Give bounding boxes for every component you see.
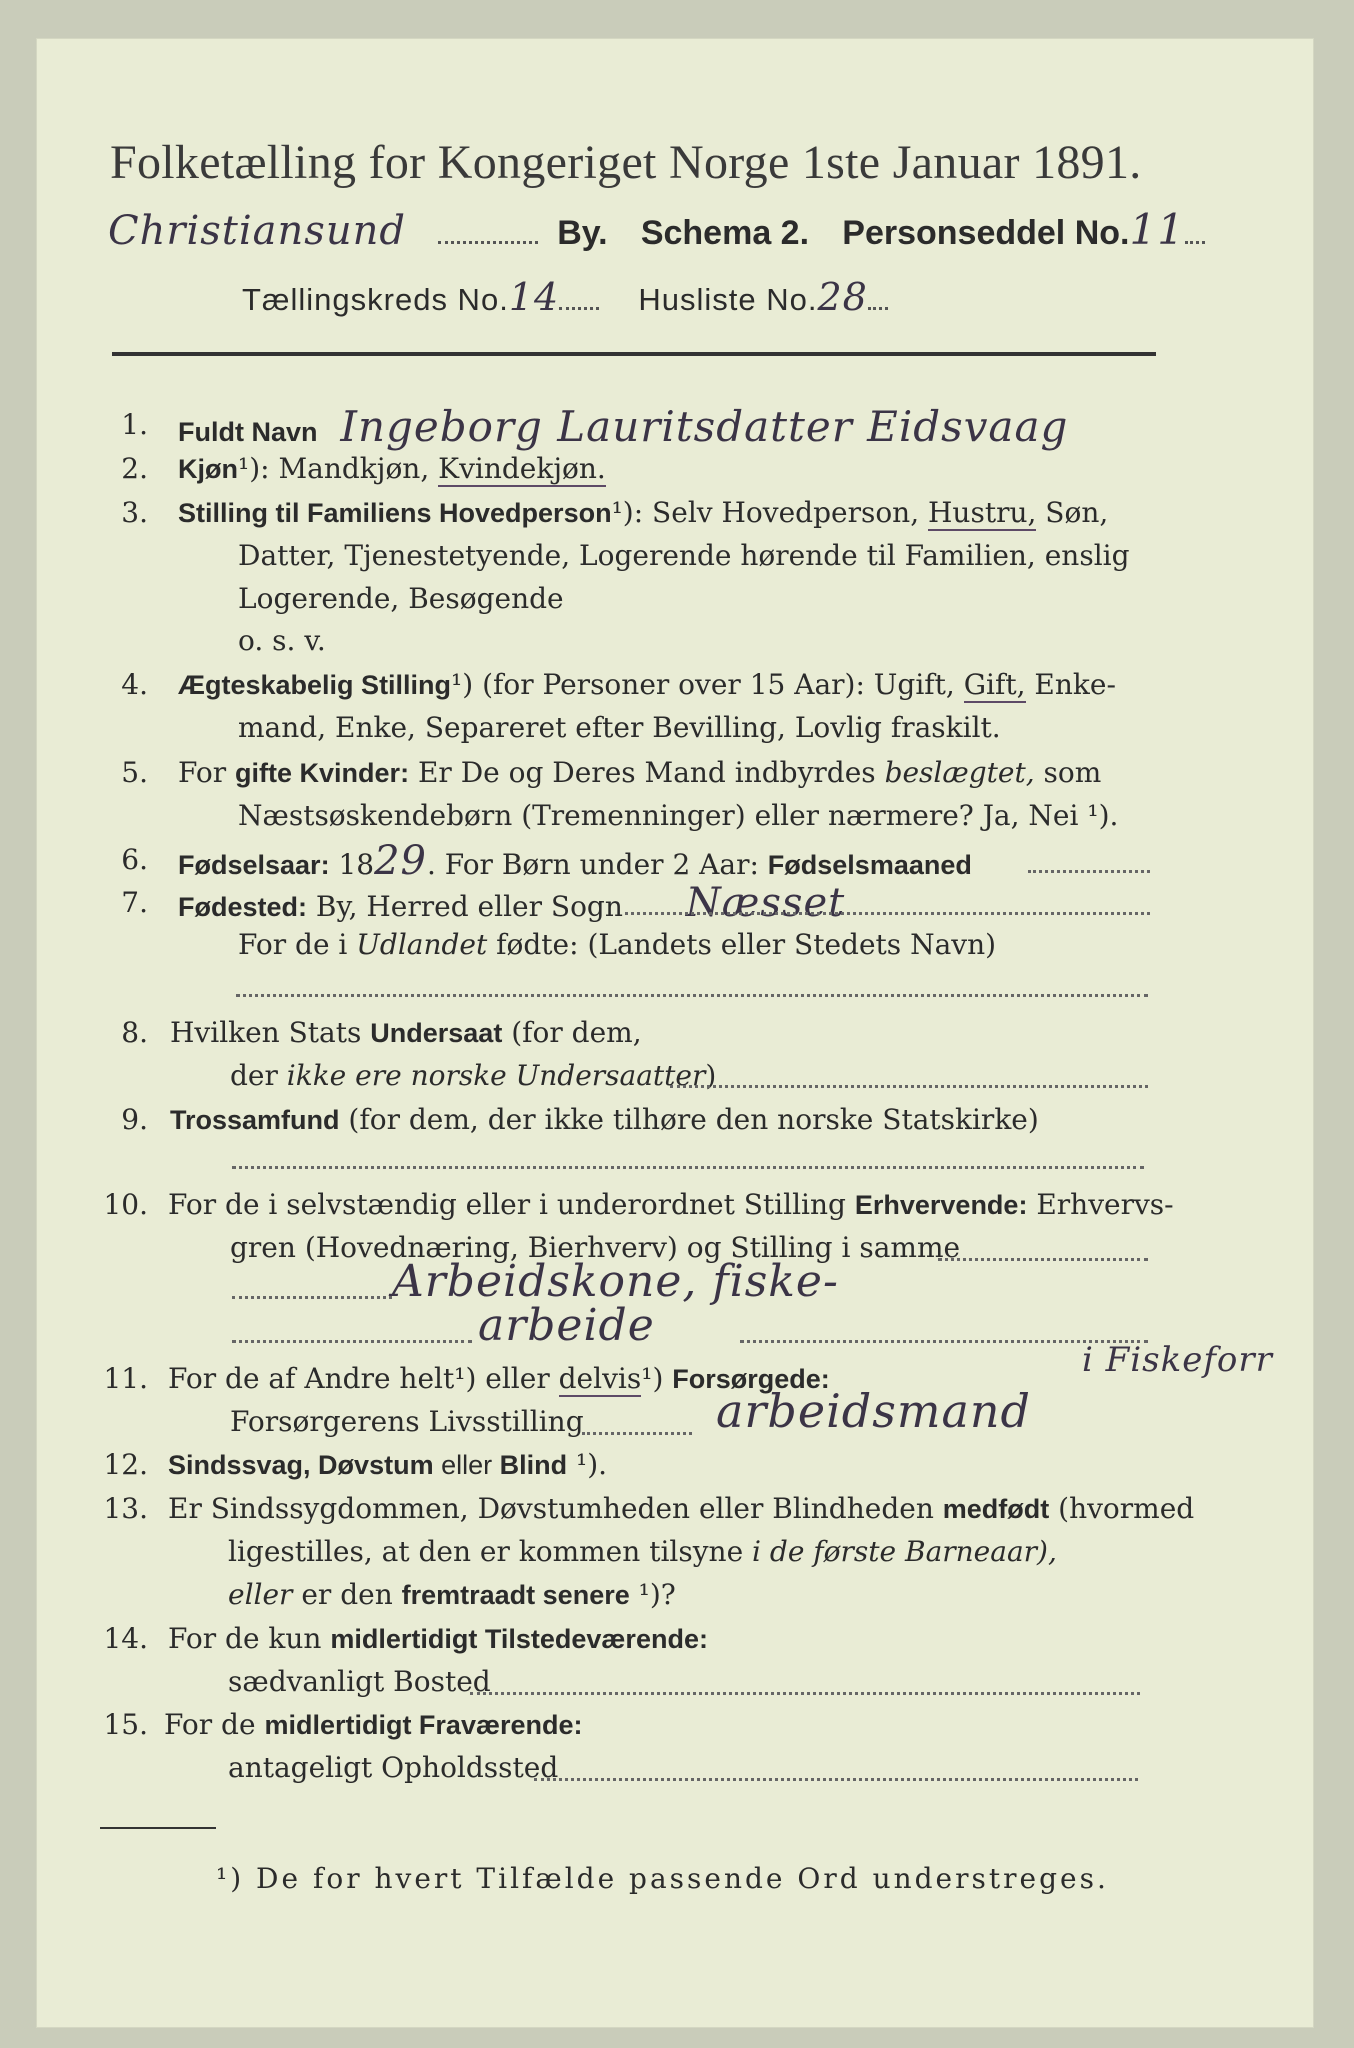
item-number: 11. xyxy=(103,1362,148,1395)
footnote: ¹) De for hvert Tilfælde passende Ord understreges. xyxy=(216,1862,1109,1895)
item-number: 15. xyxy=(103,1708,148,1741)
text-part: eller xyxy=(433,1450,500,1480)
text-part: er den xyxy=(292,1578,402,1611)
text-part: ¹) xyxy=(641,1362,673,1395)
city-handwritten: Christiansund xyxy=(108,208,406,254)
item-occupation xyxy=(168,1188,1174,1221)
label-blind: Blind xyxy=(499,1450,568,1480)
value-birth-year: 29 xyxy=(374,838,427,884)
text-part: fødte: (Landets eller Stedets Navn) xyxy=(487,928,997,961)
text-part: 18 xyxy=(329,848,375,881)
item-citizenship-2 xyxy=(230,1059,716,1092)
value-supporter-occupation: arbeidsmand xyxy=(716,1384,1031,1438)
header-rule xyxy=(112,352,1156,356)
text-part: . For Børn under 2 Aar: xyxy=(427,848,768,881)
item-number: 1. xyxy=(121,408,148,441)
label-temporary-present: midlertidigt Tilstedeværende: xyxy=(330,1624,708,1654)
item-religion xyxy=(170,1103,1039,1136)
label-temporary-absent: midlertidigt Fraværende: xyxy=(264,1710,583,1740)
item-married-women xyxy=(178,756,1101,789)
sex-underlined: Kvindekjøn. xyxy=(438,452,606,485)
text-italic: i de første Barneaar), xyxy=(752,1535,1057,1568)
item-birthplace-abroad xyxy=(238,928,996,961)
text-option: ¹) (for Personer over 15 Aar): Ugift, xyxy=(451,668,964,701)
text-part: For xyxy=(178,756,236,789)
text-italic: eller xyxy=(228,1578,293,1611)
item-congenital-3 xyxy=(228,1578,676,1611)
kreds-number: 14 xyxy=(508,275,560,319)
label-full-name: Fuldt Navn xyxy=(178,417,318,447)
item-number: 12. xyxy=(103,1448,148,1481)
text-line: gren (Hovednæring, Bierhverv) og Stilling i samme xyxy=(230,1231,961,1264)
value-supporter-note: i Fiskeforr xyxy=(1082,1340,1273,1380)
item-number: 4. xyxy=(121,668,148,701)
text-option: Søn, xyxy=(1036,496,1109,529)
text-part: For de kun xyxy=(168,1622,331,1655)
supported-underlined: delvis xyxy=(558,1362,642,1395)
item-marital-status xyxy=(178,668,1116,701)
text-part: For de i xyxy=(238,928,357,961)
item-disability xyxy=(168,1448,607,1481)
personseddel-number: 11 xyxy=(1129,205,1185,254)
label-disability: Sindssvag, Døvstum xyxy=(168,1450,434,1480)
item-number: 14. xyxy=(103,1622,148,1655)
item-temporary-absent xyxy=(164,1708,583,1741)
husliste-label: Husliste No. xyxy=(638,282,818,317)
item-number: 3. xyxy=(121,496,148,529)
item-birthplace xyxy=(178,880,845,926)
item-congenital xyxy=(168,1492,1194,1525)
text-part: Hvilken Stats xyxy=(170,1016,371,1049)
text-part: ¹)? xyxy=(629,1578,676,1611)
text-part: For de i selvstændig eller i underordnet Stilling xyxy=(168,1188,855,1221)
label-sex: Kjøn xyxy=(178,454,238,484)
label-supported: Forsørgede: xyxy=(672,1364,830,1394)
marital-underlined: Gift, xyxy=(963,668,1026,701)
item-number: 6. xyxy=(121,843,148,876)
text-part: ) xyxy=(705,1059,717,1092)
form-title: Folketælling for Kongeriget Norge 1ste Januar 1891. xyxy=(110,136,1142,189)
text-part: som xyxy=(1034,756,1102,789)
text-part: Erhvervs- xyxy=(1027,1188,1174,1221)
text-part: ¹). xyxy=(567,1448,608,1481)
label-congenital: medfødt xyxy=(942,1494,1050,1524)
text-italic: Udlandet xyxy=(356,928,488,961)
text-line: Logerende, Besøgende xyxy=(238,582,564,615)
item-citizenship xyxy=(170,1016,642,1049)
label-family-position: Stilling til Familiens Hovedperson xyxy=(178,498,612,528)
value-occupation-1: Arbeidskone, fiske- xyxy=(392,1256,839,1307)
text-italic: beslægtet, xyxy=(884,756,1035,789)
personseddel-label: Personseddel No. xyxy=(842,214,1130,252)
label-birthplace: Fødested: xyxy=(178,892,308,922)
text-part: For de xyxy=(164,1708,265,1741)
text-line: antageligt Opholdssted xyxy=(228,1751,559,1784)
label-birth-year: Fødselsaar: xyxy=(178,850,330,880)
value-birthplace: Næsset xyxy=(685,880,846,926)
by-label: By. xyxy=(557,214,608,252)
schema-line xyxy=(108,205,1185,254)
text-option: Enke- xyxy=(1025,668,1116,701)
label-marital-status: Ægteskabelig Stilling xyxy=(178,670,452,700)
text-part: (hvormed xyxy=(1049,1492,1195,1525)
label-occupation: Erhvervende: xyxy=(854,1190,1028,1220)
item-temporary-present xyxy=(168,1622,708,1655)
text-part: (for dem, xyxy=(502,1016,642,1049)
text-part: Er De og Deres Mand indbyrdes xyxy=(409,756,885,789)
text-line: Datter, Tjenestetyende, Logerende hørende til Familien, enslig xyxy=(238,539,1130,572)
text-italic: ikke ere norske Undersaatter xyxy=(286,1059,706,1092)
text-part: Er Sindssygdommen, Døvstumheden eller Blindheden xyxy=(168,1492,943,1525)
text-sex-options: ¹): Mandkjøn, xyxy=(238,452,439,485)
husliste-number: 28 xyxy=(817,275,868,319)
item-full-name xyxy=(178,402,1068,451)
family-position-underlined: Hustru, xyxy=(928,496,1037,529)
kreds-line xyxy=(242,275,888,319)
text-part: der xyxy=(230,1059,287,1092)
value-full-name: Ingeborg Lauritsdatter Eidsvaag xyxy=(340,402,1069,451)
label-married-women: gifte Kvinder: xyxy=(235,758,410,788)
item-number: 8. xyxy=(121,1016,148,1049)
value-occupation-2: arbeide xyxy=(478,1300,655,1351)
text-part: ligestilles, at den er kommen tilsyne xyxy=(228,1535,753,1568)
schema-label: Schema 2. xyxy=(640,214,810,252)
text-part: For de af Andre helt¹) eller xyxy=(168,1362,559,1395)
text-part: By, Herred eller Sogn xyxy=(307,890,623,923)
item-number: 7. xyxy=(121,886,148,919)
text-option: ¹): Selv Hovedperson, xyxy=(611,496,929,529)
item-number: 13. xyxy=(103,1492,148,1525)
item-sex xyxy=(178,452,606,485)
item-number: 10. xyxy=(103,1188,148,1221)
text-line: o. s. v. xyxy=(238,624,326,657)
text-line: sædvanligt Bosted xyxy=(228,1665,491,1698)
footnote-rule xyxy=(100,1827,216,1829)
label-religion: Trossamfund xyxy=(170,1105,340,1135)
text-line: Næstsøskendebørn (Tremenninger) eller nærmere? Ja, Nei ¹). xyxy=(238,799,1119,832)
text-part: (for dem, der ikke tilhøre den norske Statskirke) xyxy=(339,1103,1039,1136)
item-congenital-2 xyxy=(228,1535,1057,1568)
label-citizenship: Undersaat xyxy=(370,1018,503,1048)
text-line: mand, Enke, Separeret efter Bevilling, Lovlig fraskilt. xyxy=(238,711,1001,744)
item-number: 9. xyxy=(121,1103,148,1136)
label-later: fremtraadt senere xyxy=(401,1580,630,1610)
kreds-label: Tællingskreds No. xyxy=(242,282,509,317)
item-number: 5. xyxy=(121,756,148,789)
item-family-position xyxy=(178,496,1108,529)
label-birth-month: Fødselsmaaned xyxy=(767,850,972,880)
item-birth-year xyxy=(178,838,972,884)
text-line: Forsørgerens Livsstilling xyxy=(230,1405,584,1438)
item-number: 2. xyxy=(121,452,148,485)
